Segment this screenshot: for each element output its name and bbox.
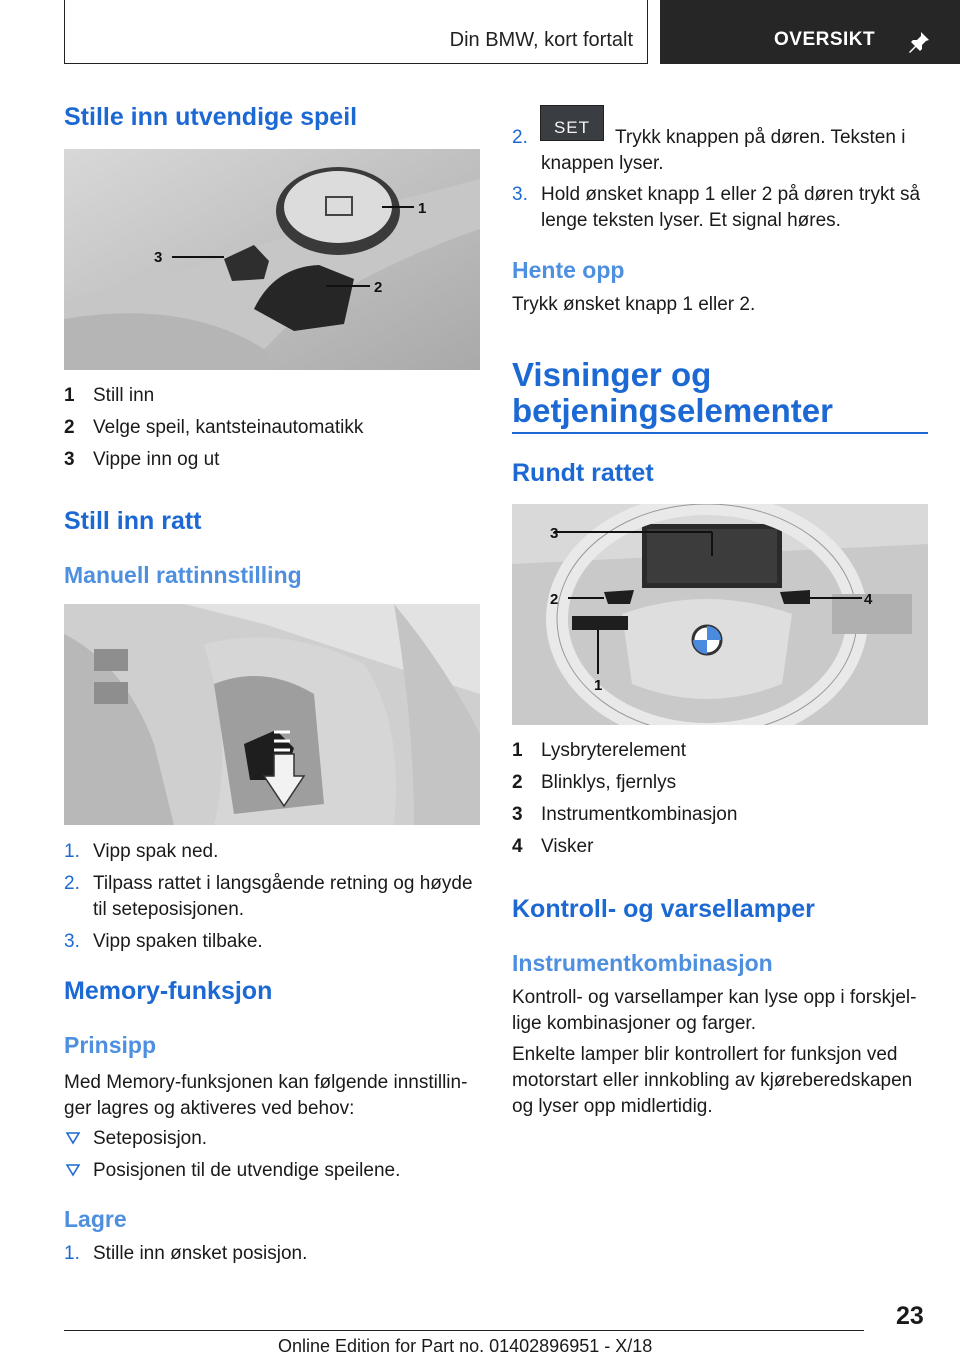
step-number: 2.	[512, 127, 528, 148]
step-text: Hold ønsket knapp 1 eller 2 på døren trykt så lenge teksten lyser. Et signal høres.	[541, 184, 921, 231]
lamps-para-1: Kontroll- og varsellamper kan lyse opp i forskjel-lige kombinasjoner og farger.	[512, 987, 917, 1034]
mirror-callout-3: 3	[154, 249, 163, 266]
step-number: 3.	[512, 184, 528, 205]
step-text: Tilpass rattet i langsgående retning og høyde til seteposisjonen.	[93, 873, 473, 920]
legend-text: Instrumentkombinasjon	[541, 804, 738, 825]
legend-text: Still inn	[93, 385, 155, 406]
legend-number: 2	[64, 417, 75, 438]
memory-principle-title: Prinsipp	[64, 1032, 157, 1058]
mirror-callout-1: 1	[418, 200, 427, 217]
legend-text: Blinklys, fjernlys	[541, 772, 677, 793]
mirror-switch-image	[64, 149, 480, 370]
triangle-bullet-icon	[66, 1131, 80, 1145]
wheel-callout-1: 1	[594, 677, 603, 694]
legend-number: 3	[64, 449, 75, 470]
legend-number: 1	[512, 740, 523, 761]
recall-title: Hente opp	[512, 257, 625, 283]
header-section-title: OVERSIKT	[774, 29, 876, 50]
legend-text: Vippe inn og ut	[93, 449, 220, 470]
steering-lever-image	[64, 604, 480, 825]
displays-title-line2: betjeningselementer	[512, 392, 833, 429]
title-rule	[512, 432, 928, 434]
bullet-text: Seteposisjon.	[93, 1128, 208, 1149]
step-number: 2.	[64, 873, 80, 894]
step-text: Trykk knappen på døren. Teksten i knappen lyser.	[541, 127, 906, 174]
lamps-title: Kontroll- og varsellamper	[512, 895, 815, 923]
memory-principle-text: Med Memory-funksjonen kan følgende innstillin-ger lagres og aktiveres ved behov:	[64, 1072, 468, 1119]
step-text: Vipp spaken tilbake.	[93, 931, 263, 952]
step-text: Stille inn ønsket posisjon.	[93, 1243, 308, 1264]
header-section-tab[interactable]	[660, 0, 960, 64]
memory-save-step	[512, 105, 928, 174]
step-number: 1.	[64, 1243, 80, 1264]
steering-subtitle: Manuell rattinnstilling	[64, 562, 302, 588]
step-number: 3.	[64, 931, 80, 952]
triangle-bullet-icon	[66, 1163, 80, 1177]
footer-edition: Online Edition for Part no. 01402896951 - X/18	[278, 1336, 653, 1356]
header-chapter-title: Din BMW, kort fortalt	[449, 29, 633, 51]
legend-number: 3	[512, 804, 523, 825]
memory-title: Memory-funksjon	[64, 977, 273, 1005]
wheel-callout-3: 3	[550, 525, 559, 542]
steering-title: Still inn ratt	[64, 507, 202, 535]
memory-save-title: Lagre	[64, 1206, 127, 1232]
recall-text: Trykk ønsket knapp 1 eller 2.	[512, 294, 756, 315]
bullet-text: Posisjonen til de utvendige speilene.	[93, 1160, 401, 1181]
step-text: Vipp spak ned.	[93, 841, 219, 862]
wheel-title: Rundt rattet	[512, 459, 654, 487]
lamps-para-2: Enkelte lamper blir kontrollert for funksjon ved motorstart eller innkobling av kjøreberedskapen og lyser opp midlertidig.	[512, 1044, 913, 1117]
legend-number: 4	[512, 836, 523, 857]
displays-title-line1: Visninger og	[512, 356, 712, 393]
set-button-label: SET	[553, 118, 591, 137]
mirror-title: Stille inn utvendige speil	[64, 103, 358, 131]
page-number: 23	[896, 1302, 924, 1330]
legend-text: Velge speil, kantsteinautomatikk	[93, 417, 364, 438]
header-chapter-box	[64, 0, 648, 64]
footer-rule	[64, 1330, 864, 1331]
legend-number: 1	[64, 385, 75, 406]
step-number: 1.	[64, 841, 80, 862]
wheel-callout-4: 4	[864, 591, 873, 608]
lamps-subtitle: Instrumentkombinasjon	[512, 950, 773, 976]
steering-wheel-image	[512, 504, 928, 725]
pin-icon	[907, 30, 931, 54]
wheel-callout-2: 2	[550, 591, 559, 608]
legend-text: Visker	[541, 836, 594, 857]
mirror-callout-2: 2	[374, 279, 383, 296]
legend-number: 2	[512, 772, 523, 793]
legend-text: Lysbryterelement	[541, 740, 687, 761]
